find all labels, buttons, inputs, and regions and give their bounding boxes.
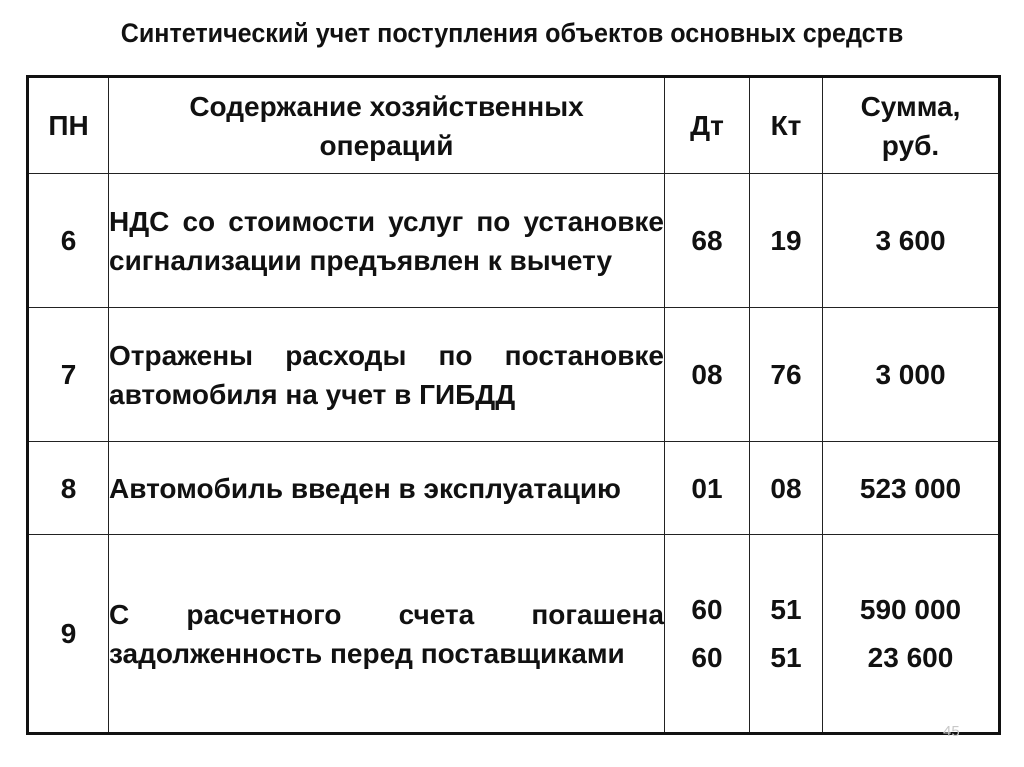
row-dt xyxy=(665,535,750,734)
row-kt-line-2: 51 xyxy=(770,641,802,673)
row-pn: 6 xyxy=(28,174,109,308)
row-sum: 3 600 xyxy=(823,174,1000,308)
table-row xyxy=(28,535,1000,734)
header-sum: Сумма, руб. xyxy=(823,77,1000,174)
header-pn: ПН xyxy=(28,77,109,174)
row-dt: 68 xyxy=(665,174,750,308)
table-row xyxy=(28,442,1000,535)
row-content: С расчетного счета погашена задолженность перед поставщиками xyxy=(109,535,665,734)
header-kt: Кт xyxy=(750,77,823,174)
row-pn: 8 xyxy=(28,442,109,535)
row-dt-line-1: 60 xyxy=(691,593,723,625)
table-row xyxy=(28,308,1000,442)
row-pn: 7 xyxy=(28,308,109,442)
row-pn: 9 xyxy=(28,535,109,734)
row-content: Отражены расходы по постановке автомобиля на учет в ГИБДД xyxy=(109,308,665,442)
header-dt: Дт xyxy=(665,77,750,174)
row-dt: 08 xyxy=(665,308,750,442)
row-sum xyxy=(823,535,1000,734)
table-row xyxy=(28,174,1000,308)
row-dt-line-2: 60 xyxy=(691,641,723,673)
row-content: НДС со стоимости услуг по установке сигнализации предъявлен к вычету xyxy=(109,174,665,308)
page-title: Синтетический учет поступления объектов основных средств xyxy=(120,18,904,48)
table-header-row xyxy=(28,77,1000,174)
row-sum: 3 000 xyxy=(823,308,1000,442)
row-kt-line-1: 51 xyxy=(770,593,802,625)
row-sum-line-1: 590 000 xyxy=(859,593,962,625)
row-sum-line-2: 23 600 xyxy=(867,641,954,673)
entries-table xyxy=(26,75,1001,735)
page-number: 45 xyxy=(943,723,960,740)
header-content: Содержание хозяйственных операций xyxy=(109,77,665,174)
row-dt: 01 xyxy=(665,442,750,535)
row-kt: 76 xyxy=(750,308,823,442)
row-sum: 523 000 xyxy=(823,442,1000,535)
row-kt xyxy=(750,535,823,734)
row-kt: 19 xyxy=(750,174,823,308)
row-kt: 08 xyxy=(750,442,823,535)
row-content: Автомобиль введен в эксплуатацию xyxy=(109,442,665,535)
